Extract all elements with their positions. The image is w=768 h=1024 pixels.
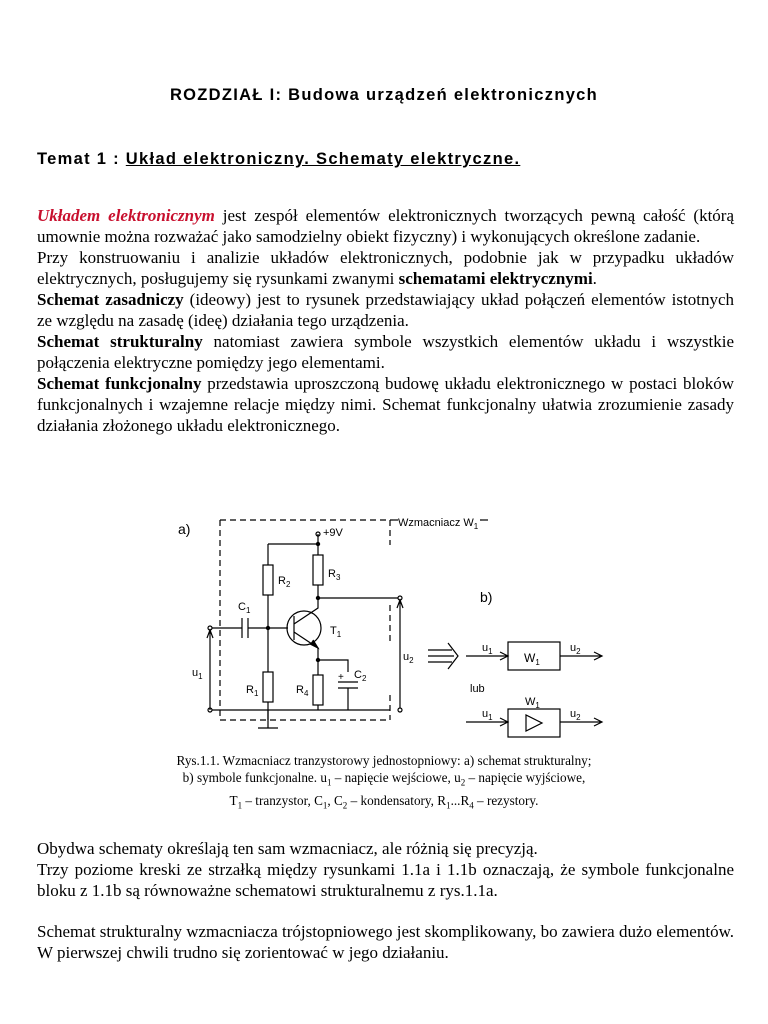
amplifier-enclosure — [220, 520, 482, 720]
amplifier-label-text: Wzmacniacz W — [398, 517, 474, 529]
construction-term: schematami elektrycznymi — [398, 269, 593, 288]
amplifier-label-sub: 1 — [473, 522, 479, 531]
caption-line-3: $T_1$ – tranzystor, $C_1$, $C_2$ – kondensatory, $R_1...R_4$ – rezystory. — [229, 792, 539, 811]
closing-text — [37, 921, 734, 963]
svg-text:C1: $C_1$ — [238, 601, 251, 615]
construction-end: . — [592, 269, 597, 288]
svg-text:R4: $R_4$ — [296, 684, 309, 698]
svg-text:R3: $R_3$ — [328, 568, 341, 582]
ground-out-terminal — [398, 708, 402, 712]
definition-text: przedstawia uproszczoną budowę układu elektronicznego w postaci bloków funkcjonalnych i wzajemne relacje między nimi. Schemat funkcjonalny ułatwia zrozumienie zasady działania złożonego układu elektronicznego. — [37, 374, 735, 435]
svg-text:R2: $R_2$ — [278, 575, 291, 589]
definition-structural — [37, 331, 734, 373]
svg-text:u2: $u_2$ — [570, 642, 581, 656]
svg-text:W1: $W_1$ — [525, 696, 540, 710]
label-a: a) — [178, 521, 191, 537]
amplifier-label — [398, 517, 479, 531]
definition-term: Schemat funkcjonalny — [37, 374, 202, 393]
intro-definition: jest zespół elementów elektronicznych tworzących pewną całość (którą umownie można rozważać jako samodzielny obiekt fizyczny) i wykonujących określone zadanie. — [37, 206, 734, 246]
svg-text:R1: $R_1$ — [246, 684, 259, 698]
definition-text: natomiast zawiera symbole wszystkich elementów układu i wszystkie połączenia elektryczne pomiędzy jego elementami. — [37, 332, 734, 372]
supply-label: +9V — [323, 527, 343, 539]
resistor-r1 — [263, 672, 273, 702]
svg-text:C2: $C_2$ — [354, 669, 367, 683]
after-text — [37, 838, 734, 901]
caption-line-2: b) symbole funkcjonalne. $u_1$ – napięcie wejściowe, $u_2$ – napięcie wyjściowe, — [182, 770, 586, 788]
construction-paragraph — [37, 247, 734, 289]
caption-line-1: Rys.1.1. Wzmacniacz tranzystorowy jednostopniowy: a) schemat strukturalny; — [176, 753, 592, 768]
label-b: b) — [480, 589, 493, 605]
topic-prefix: Temat 1 : — [37, 150, 126, 168]
comparison-paragraph: Obydwa schematy określają ten sam wzmacniacz, ale różnią się precyzją. — [37, 839, 538, 858]
chapter-heading: ROZDZIAŁ I: Budowa urządzeń elektronicznych — [169, 86, 599, 104]
topic-heading — [37, 150, 520, 169]
amplifier-triangle-icon — [526, 715, 542, 731]
lub-label: lub — [470, 683, 485, 695]
transistor-t1 — [287, 611, 321, 645]
definition-text: (ideowy) jest to rysunek przedstawiający układ połączeń elementów istotnych ze względu na zasadę (ideę) działania tego urządzenia. — [37, 290, 734, 330]
three-stage-paragraph: Schemat strukturalny wzmacniacza trójstopniowego jest skomplikowany, bo zawiera dużo elementów. W pierwszej chwili trudno się zorientować w jego działaniu. — [37, 922, 734, 962]
equivalence-paragraph: Trzy poziome kreski ze strzałką między rysunkami 1.1a i 1.1b oznaczają, że symbole funkcjonalne bloku z 1.1b są równoważne schematowi strukturalnemu z rys.1.1a. — [37, 860, 734, 900]
resistor-r2 — [263, 565, 273, 595]
svg-text:u2: $u_2$ — [403, 651, 414, 665]
definition-functional — [37, 373, 734, 436]
intro-paragraph — [37, 205, 734, 247]
main-text — [37, 205, 734, 436]
equivalence-arrow — [428, 643, 458, 669]
capacitor-c1 — [242, 618, 248, 638]
svg-text:W1: $W_1$ — [524, 651, 540, 667]
svg-text:u1: $u_1$ — [192, 667, 203, 681]
resistor-r4 — [313, 675, 323, 705]
svg-text:u2: $u_2$ — [570, 708, 581, 722]
definition-term: Schemat strukturalny — [37, 332, 203, 351]
functional-block-amplifier — [508, 709, 560, 737]
intro-term: Układem elektronicznym — [37, 206, 215, 225]
definition-term: Schemat zasadniczy — [37, 290, 184, 309]
resistor-r3 — [313, 555, 323, 585]
construction-text: Przy konstruowaniu i analizie układów elektronicznych, podobnie jak w przypadku układów elektrycznych, posługujemy się rysunkami zwanymi — [37, 248, 734, 288]
topic-title: Układ elektroniczny. Schematy elektryczne. — [125, 150, 521, 168]
figure-caption — [0, 752, 768, 814]
amplifier-figure — [170, 510, 610, 740]
svg-text:u1: $u_1$ — [482, 708, 493, 722]
definition-principal — [37, 289, 734, 331]
svg-text:+: + — [338, 672, 344, 683]
svg-text:T1: $T_1$ — [330, 625, 342, 639]
svg-text:u1: $u_1$ — [482, 642, 493, 656]
